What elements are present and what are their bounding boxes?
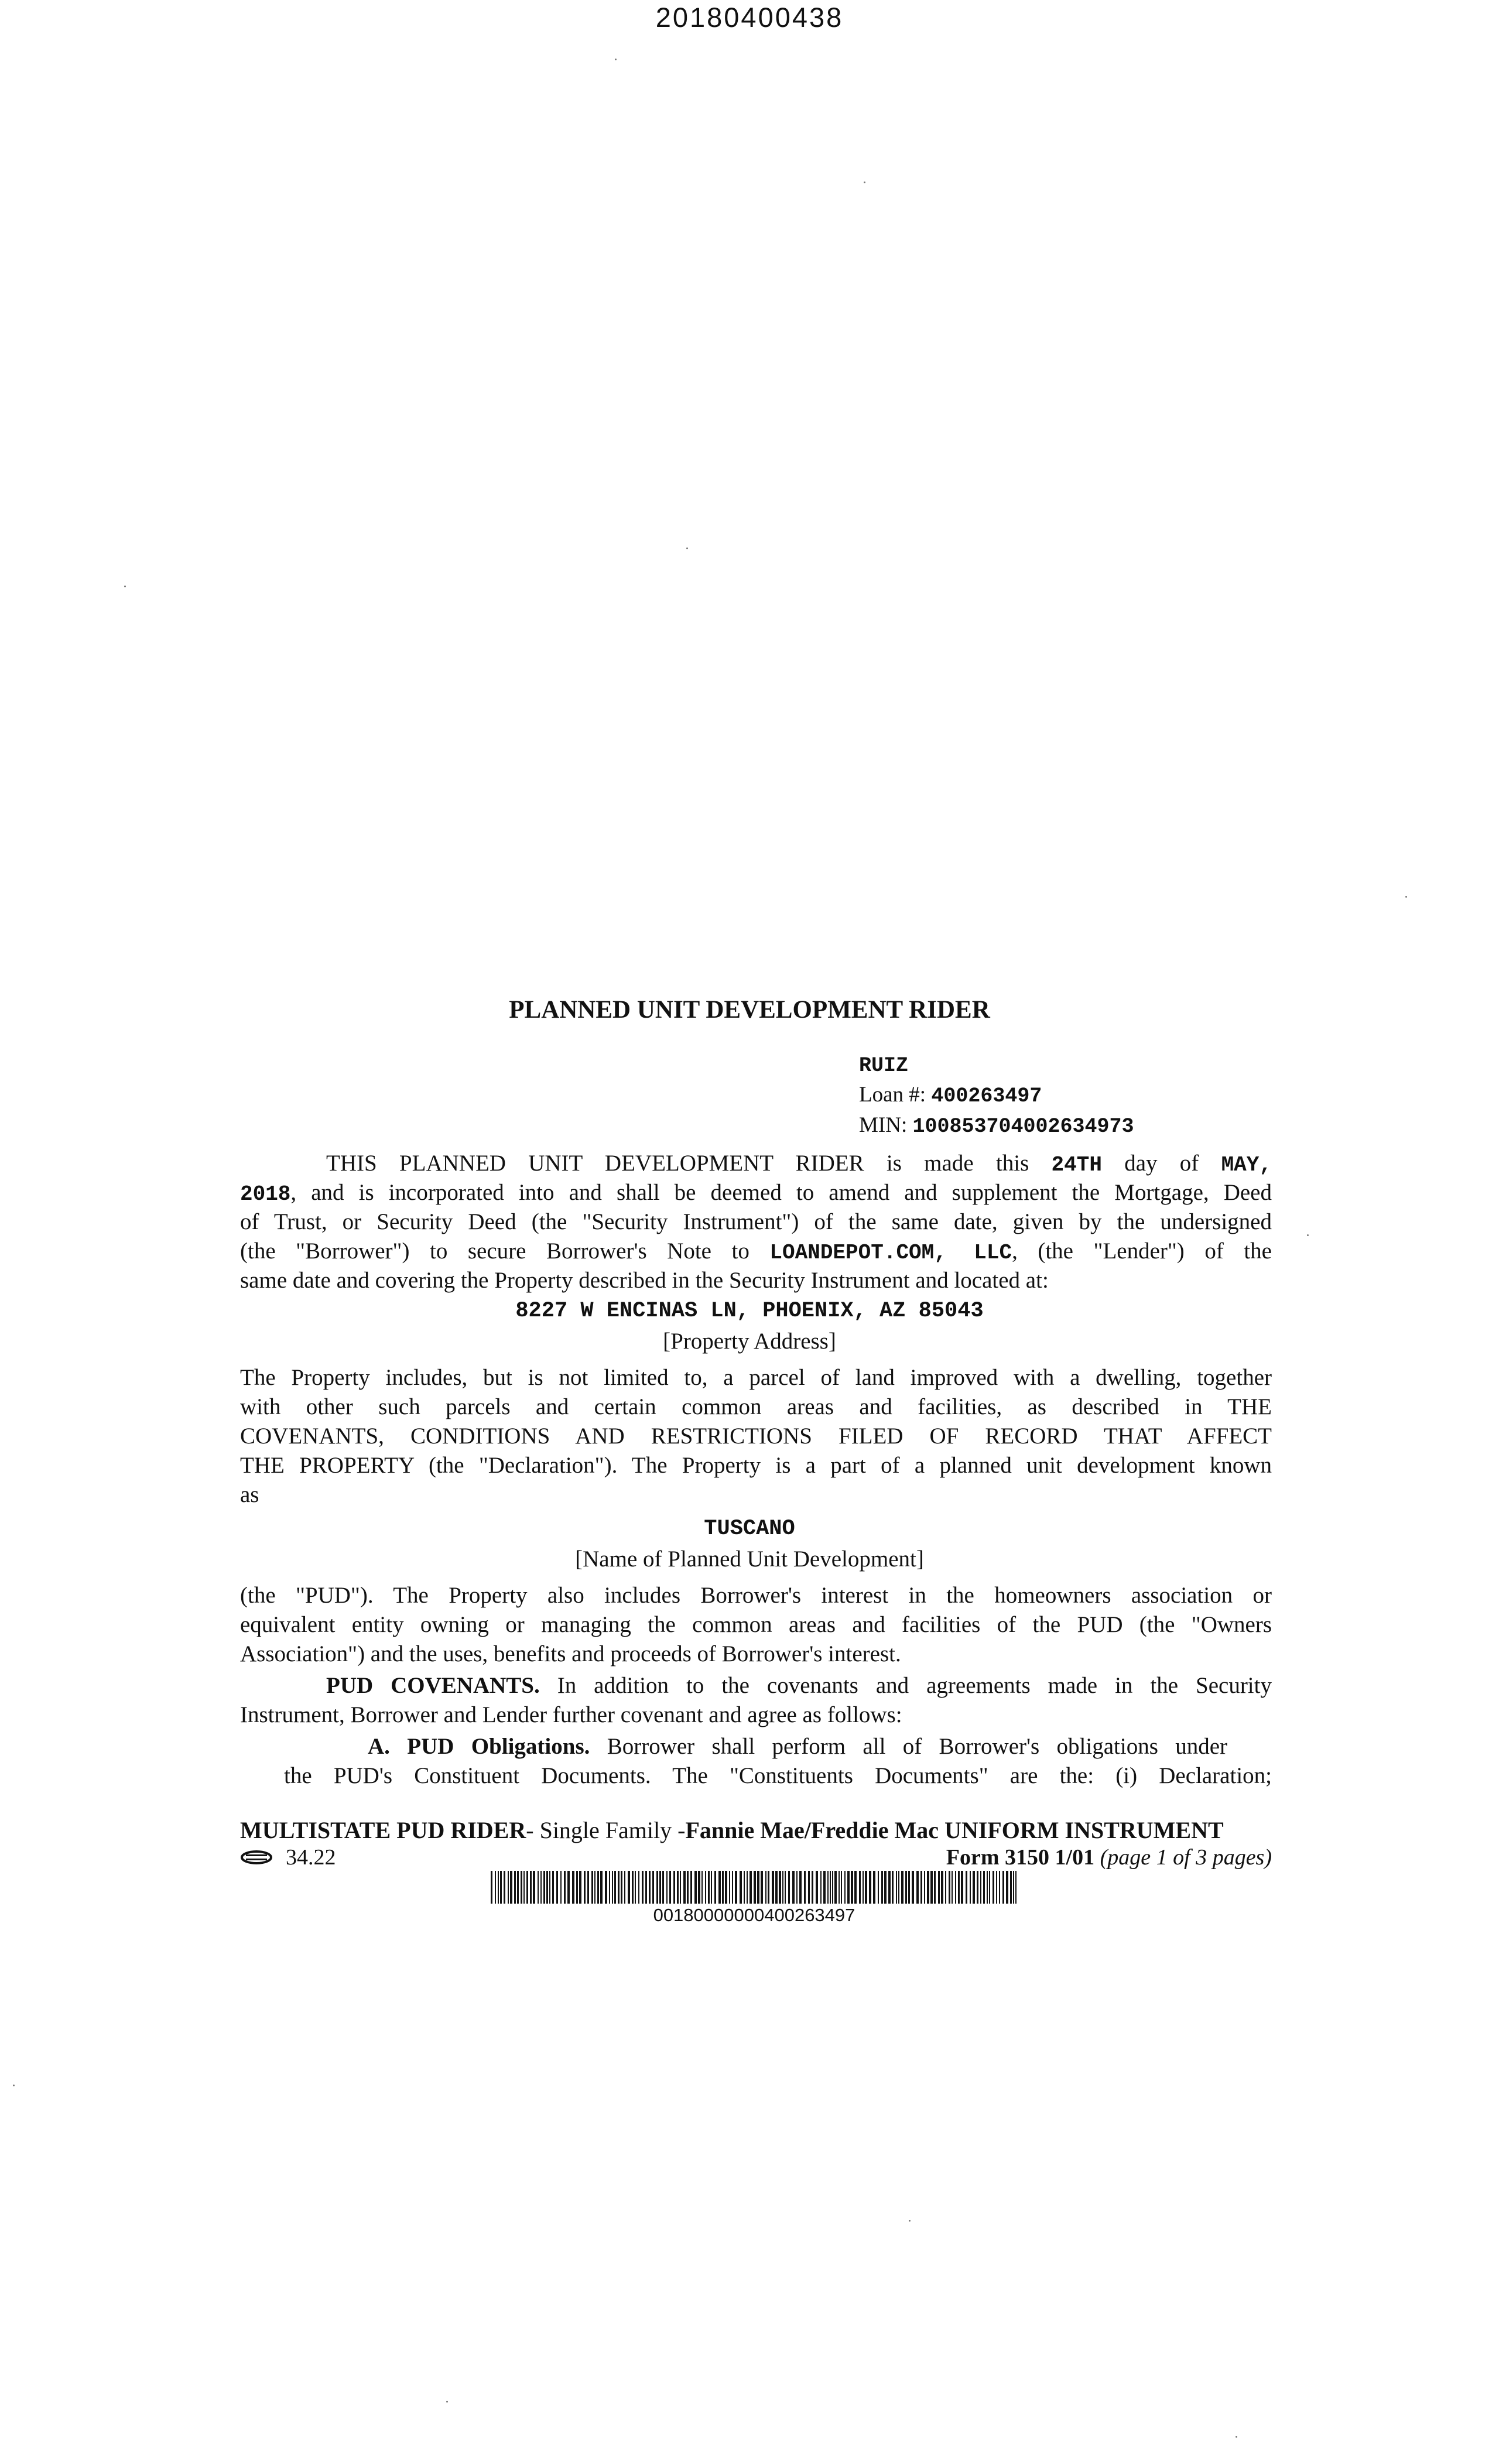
barcode-bar — [865, 1871, 867, 1904]
barcode-bar — [740, 1871, 742, 1904]
barcode-bar — [564, 1871, 566, 1904]
barcode-bar — [677, 1871, 679, 1904]
barcode-bar — [714, 1871, 716, 1904]
declaration-line-5: as — [240, 1482, 259, 1507]
intro-line-4: (the "Borrower") to secure Borrower's Note to LOANDEPOT.COM, LLC, (the "Lender") of the — [240, 1238, 1272, 1265]
barcode-bar — [839, 1871, 840, 1904]
barcode-bar — [869, 1871, 871, 1904]
barcode-bar — [649, 1871, 651, 1904]
barcode-bar — [945, 1871, 946, 1904]
barcode-bar — [966, 1871, 967, 1904]
barcode-bar — [934, 1871, 936, 1904]
barcode-bar — [579, 1871, 581, 1904]
barcode-bar — [669, 1871, 671, 1904]
barcode-bar — [949, 1871, 950, 1904]
barcode-bar — [491, 1871, 492, 1904]
barcode-bar — [711, 1871, 712, 1904]
barcode-bar — [587, 1871, 589, 1904]
declaration-line-4: THE PROPERTY (the "Declaration"). The Property is a part of a planned unit development known — [240, 1453, 1272, 1478]
barcode-bar — [830, 1871, 831, 1904]
barcode-bar — [618, 1871, 620, 1904]
obligations-heading: A. PUD Obligations. — [368, 1734, 590, 1759]
barcode-bar — [504, 1871, 505, 1904]
barcode-bar — [538, 1871, 539, 1904]
page-current: 1 — [1156, 1845, 1168, 1870]
scan-speck — [864, 182, 865, 183]
barcode-bar — [514, 1871, 516, 1904]
barcode-bar — [761, 1871, 763, 1904]
barcode-bar — [735, 1871, 737, 1904]
barcode-bar — [908, 1871, 910, 1904]
intro-line-1: THIS PLANNED UNIT DEVELOPMENT RIDER is made this 24TH day of MAY, — [326, 1151, 1272, 1177]
declaration-line-3: COVENANTS, CONDITIONS AND RESTRICTIONS FILED OF RECORD THAT AFFECT — [240, 1423, 1272, 1449]
barcode-bar — [510, 1871, 512, 1904]
barcode-bar — [495, 1871, 496, 1904]
barcode-bar — [775, 1871, 778, 1904]
barcode-bar — [624, 1871, 625, 1904]
obligations-line-2: the PUD's Constituent Documents. The "Constituents Documents" are the: (i) Declaration; — [284, 1763, 1272, 1788]
barcode-bar — [500, 1871, 502, 1904]
barcode-bar — [980, 1871, 981, 1904]
barcode-bar — [732, 1871, 733, 1904]
barcode-bar — [859, 1871, 861, 1904]
min-number: 100853704002634973 — [912, 1115, 1134, 1138]
footer-form-title: MULTISTATE PUD RIDER- Single Family -Fannie Mae/Freddie Mac UNIFORM INSTRUMENT — [240, 1817, 1224, 1843]
barcode-bar — [930, 1871, 933, 1904]
barcode-bar — [680, 1871, 681, 1904]
barcode-bar — [645, 1871, 647, 1904]
barcode-bar — [851, 1871, 853, 1904]
barcode-bar — [572, 1871, 574, 1904]
loan-label: Loan #: — [859, 1083, 932, 1107]
lender-name: LOANDEPOT.COM, LLC — [769, 1241, 1012, 1265]
barcode-bar — [785, 1871, 786, 1904]
barcode-bar — [888, 1871, 891, 1904]
barcode-bar — [863, 1871, 864, 1904]
barcode-bar — [498, 1871, 499, 1904]
barcode-bar — [543, 1871, 545, 1904]
barcode-bar — [690, 1871, 692, 1904]
scan-speck — [1236, 2436, 1237, 2438]
barcode-bar — [768, 1871, 769, 1904]
barcode-bar — [533, 1871, 535, 1904]
borrower-name: RUIZ — [859, 1054, 909, 1077]
pud-name-caption: [Name of Planned Unit Development] — [575, 1546, 924, 1572]
barcode-bar — [996, 1871, 997, 1904]
barcode-bar — [683, 1871, 686, 1904]
barcode — [491, 1871, 1018, 1904]
obligations-line-1: A. PUD Obligations. Borrower shall perform all of Borrower's obligations under — [368, 1734, 1228, 1759]
reference-block — [859, 1051, 1134, 1141]
barcode-bar — [659, 1871, 661, 1904]
barcode-bar — [983, 1871, 985, 1904]
barcode-bar — [560, 1871, 562, 1904]
barcode-bar — [989, 1871, 990, 1904]
barcode-bar — [792, 1871, 795, 1904]
rider-month: MAY, — [1221, 1153, 1272, 1177]
interest-line-2: equivalent entity owning or managing the common areas and facilities of the PUD (the "Owners — [240, 1612, 1272, 1637]
barcode-bar — [757, 1871, 759, 1904]
barcode-bar — [841, 1871, 842, 1904]
footer-form-info — [240, 1844, 1272, 1871]
barcode-bar — [796, 1871, 798, 1904]
covenants-heading: PUD COVENANTS. — [326, 1673, 540, 1698]
barcode-bar — [898, 1871, 899, 1904]
barcode-bar — [834, 1871, 837, 1904]
barcode-bar — [832, 1871, 833, 1904]
barcode-bar — [808, 1871, 810, 1904]
barcode-number: 00180000000400263497 — [653, 1905, 855, 1925]
covenants-line-1: PUD COVENANTS. In addition to the covenants and agreements made in the Security — [326, 1673, 1272, 1698]
barcode-bar — [788, 1871, 790, 1904]
barcode-bar — [896, 1871, 897, 1904]
barcode-bar — [881, 1871, 883, 1904]
barcode-bar — [552, 1871, 554, 1904]
barcode-bar — [600, 1871, 603, 1904]
barcode-bar — [884, 1871, 887, 1904]
barcode-bar — [955, 1871, 956, 1904]
barcode-bar — [638, 1871, 639, 1904]
barcode-bar — [605, 1871, 607, 1904]
barcode-bar — [635, 1871, 636, 1904]
barcode-bar — [517, 1871, 519, 1904]
barcode-bar — [892, 1871, 894, 1904]
barcode-bar — [973, 1871, 975, 1904]
barcode-bar — [878, 1871, 879, 1904]
barcode-bar — [632, 1871, 634, 1904]
interest-line-3: Association") and the uses, benefits and proceeds of Borrower's interest. — [240, 1641, 901, 1666]
barcode-bar — [916, 1871, 919, 1904]
declaration-line-2: with other such parcels and certain common areas and facilities, as described in THE — [240, 1394, 1272, 1419]
scan-speck — [13, 2085, 15, 2086]
barcode-bar — [612, 1871, 613, 1904]
barcode-bar — [549, 1871, 550, 1904]
barcode-bar — [970, 1871, 971, 1904]
barcode-bar — [938, 1871, 940, 1904]
pud-name: TUSCANO — [704, 1517, 795, 1541]
property-address-caption: [Property Address] — [663, 1329, 836, 1354]
barcode-bar — [765, 1871, 766, 1904]
barcode-bar — [614, 1871, 616, 1904]
barcode-bar — [1015, 1871, 1017, 1904]
barcode-bar — [718, 1871, 721, 1904]
barcode-bar — [754, 1871, 756, 1904]
barcode-bar — [1013, 1871, 1014, 1904]
scan-speck — [615, 59, 617, 60]
barcode-bar — [747, 1871, 748, 1904]
covenants-line-2: Instrument, Borrower and Lender further covenant and agree as follows: — [240, 1702, 902, 1727]
barcode-bar — [609, 1871, 610, 1904]
barcode-bar — [952, 1871, 953, 1904]
barcode-bar — [556, 1871, 558, 1904]
barcode-bar — [546, 1871, 548, 1904]
barcode-bar — [621, 1871, 622, 1904]
scan-speck — [124, 586, 126, 587]
form-number: Form 3150 1/01 — [946, 1845, 1095, 1870]
barcode-bar — [656, 1871, 658, 1904]
barcode-bar — [584, 1871, 586, 1904]
barcode-bar — [576, 1871, 578, 1904]
barcode-bar — [905, 1871, 907, 1904]
barcode-bar — [591, 1871, 593, 1904]
barcode-bar — [1006, 1871, 1008, 1904]
min-label: MIN: — [859, 1113, 913, 1137]
barcode-bar — [701, 1871, 703, 1904]
property-address: 8227 W ENCINAS LN, PHOENIX, AZ 85043 — [515, 1299, 984, 1323]
barcode-bar — [708, 1871, 710, 1904]
barcode-bar — [961, 1871, 963, 1904]
barcode-bar — [941, 1871, 943, 1904]
barcode-bar — [779, 1871, 781, 1904]
rider-year: 2018 — [240, 1182, 291, 1206]
barcode-bar — [958, 1871, 960, 1904]
barcode-bar — [508, 1871, 509, 1904]
barcode-bar — [823, 1871, 826, 1904]
min-line — [859, 1111, 1134, 1141]
scan-speck — [1307, 1234, 1309, 1236]
scan-speck — [686, 547, 688, 549]
document-title: PLANNED UNIT DEVELOPMENT RIDER — [509, 996, 990, 1024]
barcode-bar — [1002, 1871, 1004, 1904]
barcode-bar — [924, 1871, 925, 1904]
barcode-bar — [873, 1871, 875, 1904]
barcode-bar — [597, 1871, 599, 1904]
barcode-bar — [799, 1871, 802, 1904]
barcode-bar — [628, 1871, 630, 1904]
barcode-bar — [999, 1871, 1000, 1904]
form-version: 34.22 — [286, 1845, 336, 1870]
form-logo-icon — [240, 1850, 273, 1865]
barcode-bar — [698, 1871, 700, 1904]
barcode-bar — [782, 1871, 783, 1904]
scan-speck — [1405, 896, 1407, 898]
barcode-bar — [530, 1871, 532, 1904]
loan-number-line — [859, 1080, 1134, 1111]
barcode-bar — [772, 1871, 774, 1904]
barcode-bar — [666, 1871, 668, 1904]
barcode-bar — [725, 1871, 727, 1904]
barcode-bar — [827, 1871, 829, 1904]
barcode-bar — [993, 1871, 994, 1904]
barcode-bar — [750, 1871, 752, 1904]
barcode-bar — [652, 1871, 654, 1904]
barcode-bar — [1010, 1871, 1012, 1904]
interest-line-1: (the "PUD"). The Property also includes Borrower's interest in the homeowners association or — [240, 1583, 1272, 1608]
intro-line-2: 2018, and is incorporated into and shall be deemed to amend and supplement the Mortgage, Deed — [240, 1180, 1272, 1206]
form-page-info: Form 3150 1/01 (page 1 of 3 pages) — [946, 1845, 1272, 1870]
scan-speck — [909, 2220, 911, 2222]
barcode-bar — [662, 1871, 664, 1904]
declaration-line-1: The Property includes, but is not limited to, a parcel of land improved with a dwelling, together — [240, 1365, 1272, 1390]
barcode-bar — [729, 1871, 730, 1904]
barcode-bar — [687, 1871, 689, 1904]
barcode-bar — [744, 1871, 745, 1904]
scan-speck — [446, 2401, 448, 2403]
barcode-bar — [694, 1871, 697, 1904]
rider-day: 24TH — [1051, 1153, 1102, 1177]
barcode-bar — [844, 1871, 846, 1904]
barcode-bar — [820, 1871, 822, 1904]
barcode-bar — [912, 1871, 914, 1904]
barcode-bar — [927, 1871, 929, 1904]
intro-line-3: of Trust, or Security Deed (the "Security Instrument") of the same date, given by the undersigned — [240, 1209, 1272, 1234]
barcode-bar — [920, 1871, 922, 1904]
intro-line-5: same date and covering the Property described in the Security Instrument and located at: — [240, 1268, 1049, 1293]
record-number: 20180400438 — [655, 2, 844, 33]
barcode-bar — [526, 1871, 528, 1904]
barcode-bar — [977, 1871, 978, 1904]
barcode-bar — [521, 1871, 522, 1904]
barcode-bar — [523, 1871, 525, 1904]
barcode-bar — [722, 1871, 724, 1904]
barcode-bar — [901, 1871, 903, 1904]
barcode-bar — [816, 1871, 818, 1904]
barcode-bar — [812, 1871, 813, 1904]
barcode-bar — [847, 1871, 850, 1904]
barcode-bar — [673, 1871, 675, 1904]
barcode-bar — [594, 1871, 596, 1904]
barcode-bar — [987, 1871, 988, 1904]
barcode-bar — [540, 1871, 542, 1904]
barcode-bar — [804, 1871, 806, 1904]
page-total: 3 — [1196, 1845, 1207, 1870]
barcode-bar — [642, 1871, 644, 1904]
barcode-bar — [854, 1871, 857, 1904]
loan-number: 400263497 — [931, 1084, 1042, 1108]
barcode-bar — [567, 1871, 570, 1904]
barcode-bar — [705, 1871, 706, 1904]
